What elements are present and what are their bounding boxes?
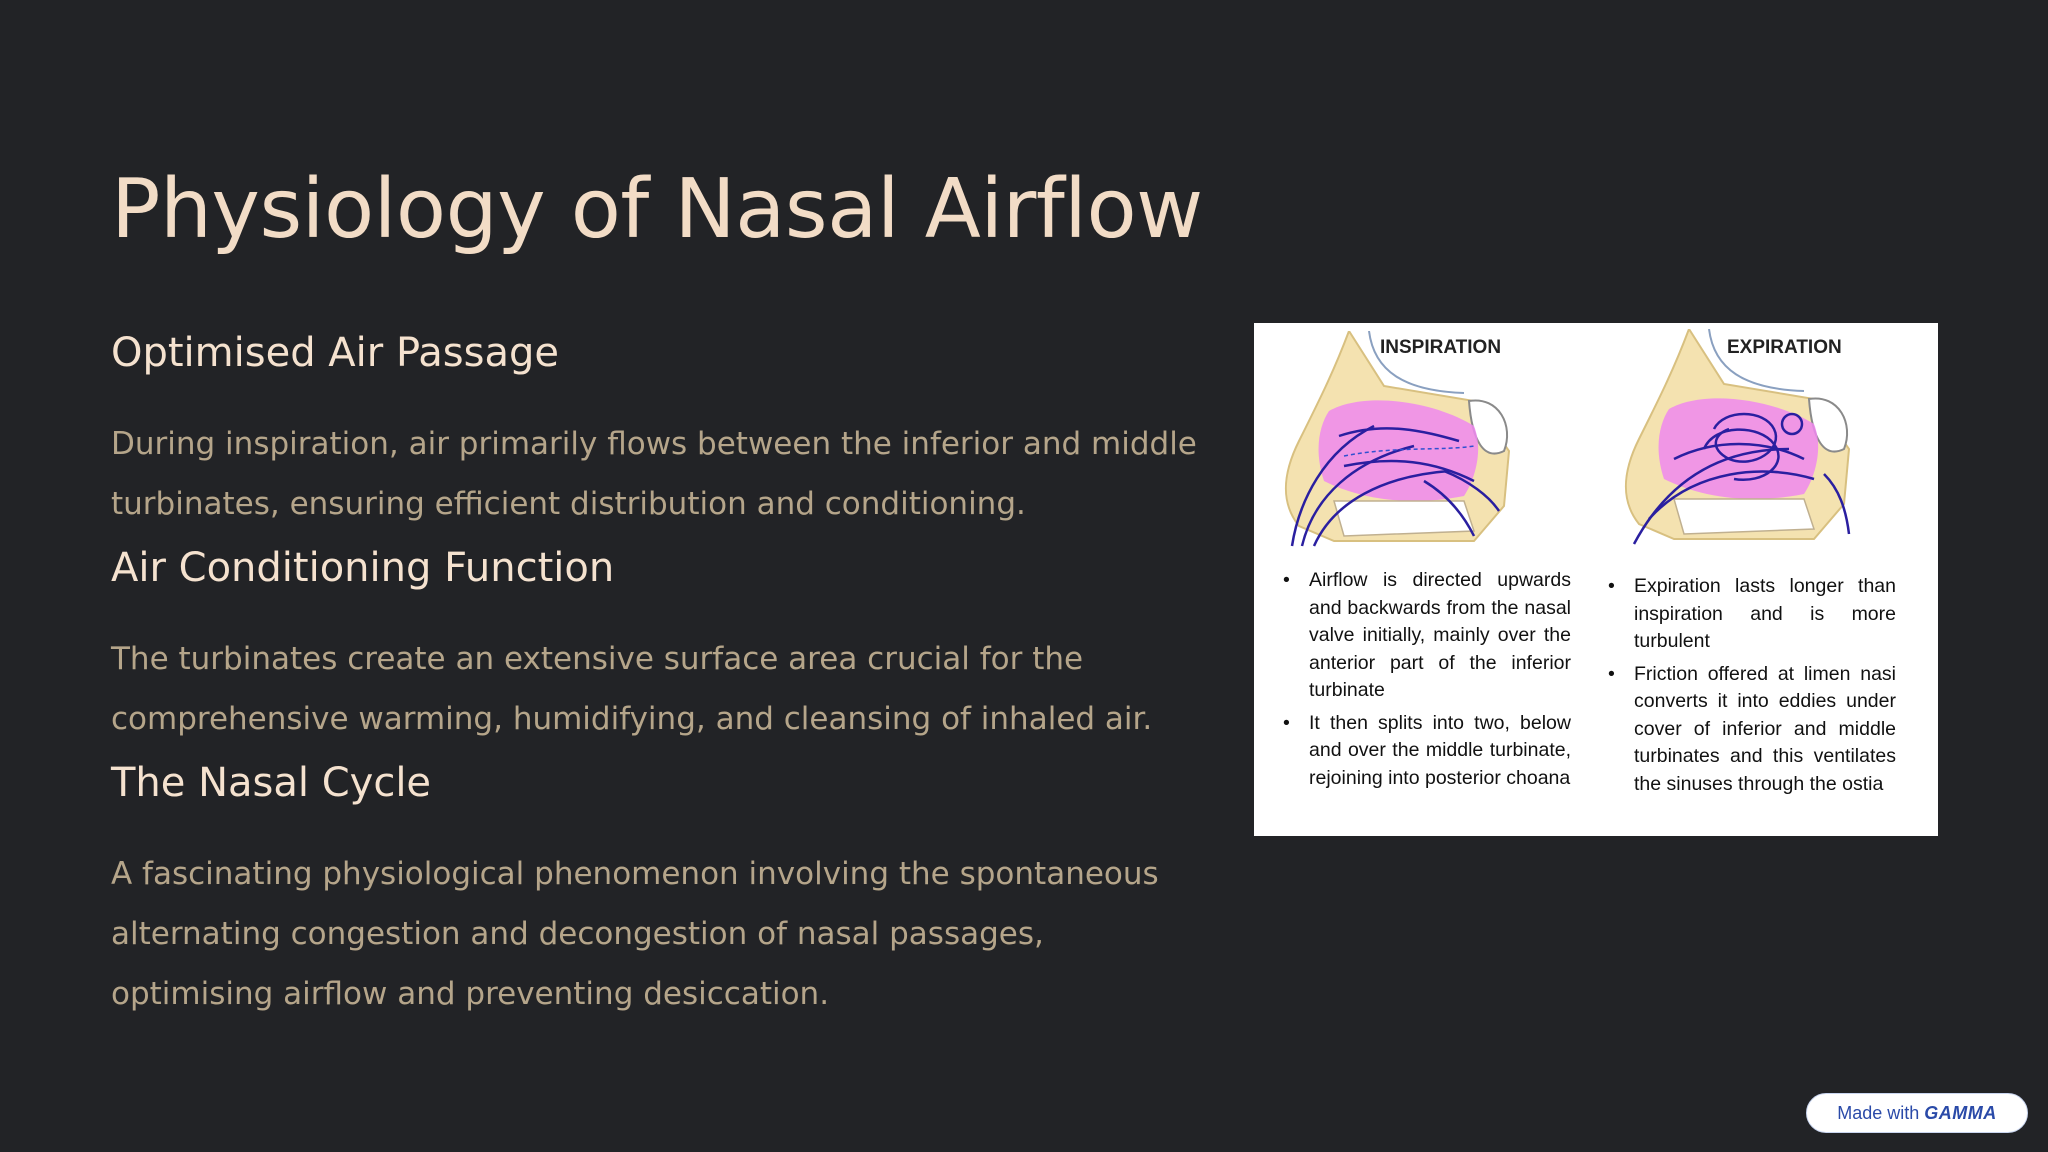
- expiration-label: EXPIRATION: [1727, 337, 1842, 358]
- section-body: A fascinating physiological phenomenon involving the spontaneous alternating congestion and decongestion of nasal passages, optimising airflow and preventing desiccation.: [111, 856, 1159, 1012]
- section-heading: Optimised Air Passage: [111, 330, 559, 376]
- slide-title: Physiology of Nasal Airflow: [111, 162, 1203, 257]
- list-item: • Airflow is directed upwards and backwards from the nasal valve initially, mainly over the anterior part of the inferior turbinate: [1309, 567, 1571, 705]
- inspiration-notes: [1281, 567, 1571, 797]
- list-item: • It then splits into two, below and over the middle turbinate, rejoining into posterior choana: [1309, 710, 1571, 793]
- made-with-gamma-badge[interactable]: [1806, 1093, 2028, 1133]
- gamma-logo: GAMMA: [1924, 1102, 1997, 1123]
- nasal-airflow-figure: [1254, 323, 1938, 836]
- section-body: During inspiration, air primarily flows between the inferior and middle turbinates, ensuring efficient distribution and conditioning.: [111, 426, 1197, 522]
- section-heading: Air Conditioning Function: [111, 545, 615, 591]
- expiration-notes: [1606, 573, 1896, 803]
- inspiration-label: INSPIRATION: [1380, 337, 1502, 358]
- section-body: The turbinates create an extensive surface area crucial for the comprehensive warming, humidifying, and cleansing of inhaled air.: [111, 641, 1153, 737]
- list-item: • Expiration lasts longer than inspiration and is more turbulent: [1634, 573, 1896, 656]
- list-item: • Friction offered at limen nasi converts it into eddies under cover of inferior and middle turbinates and this ventilates the sinuses through the ostia: [1634, 661, 1896, 799]
- badge-prefix: Made with: [1837, 1102, 1920, 1123]
- inspiration-illustration: [1274, 331, 1524, 556]
- section-heading: The Nasal Cycle: [111, 760, 432, 806]
- expiration-illustration: [1614, 329, 1864, 554]
